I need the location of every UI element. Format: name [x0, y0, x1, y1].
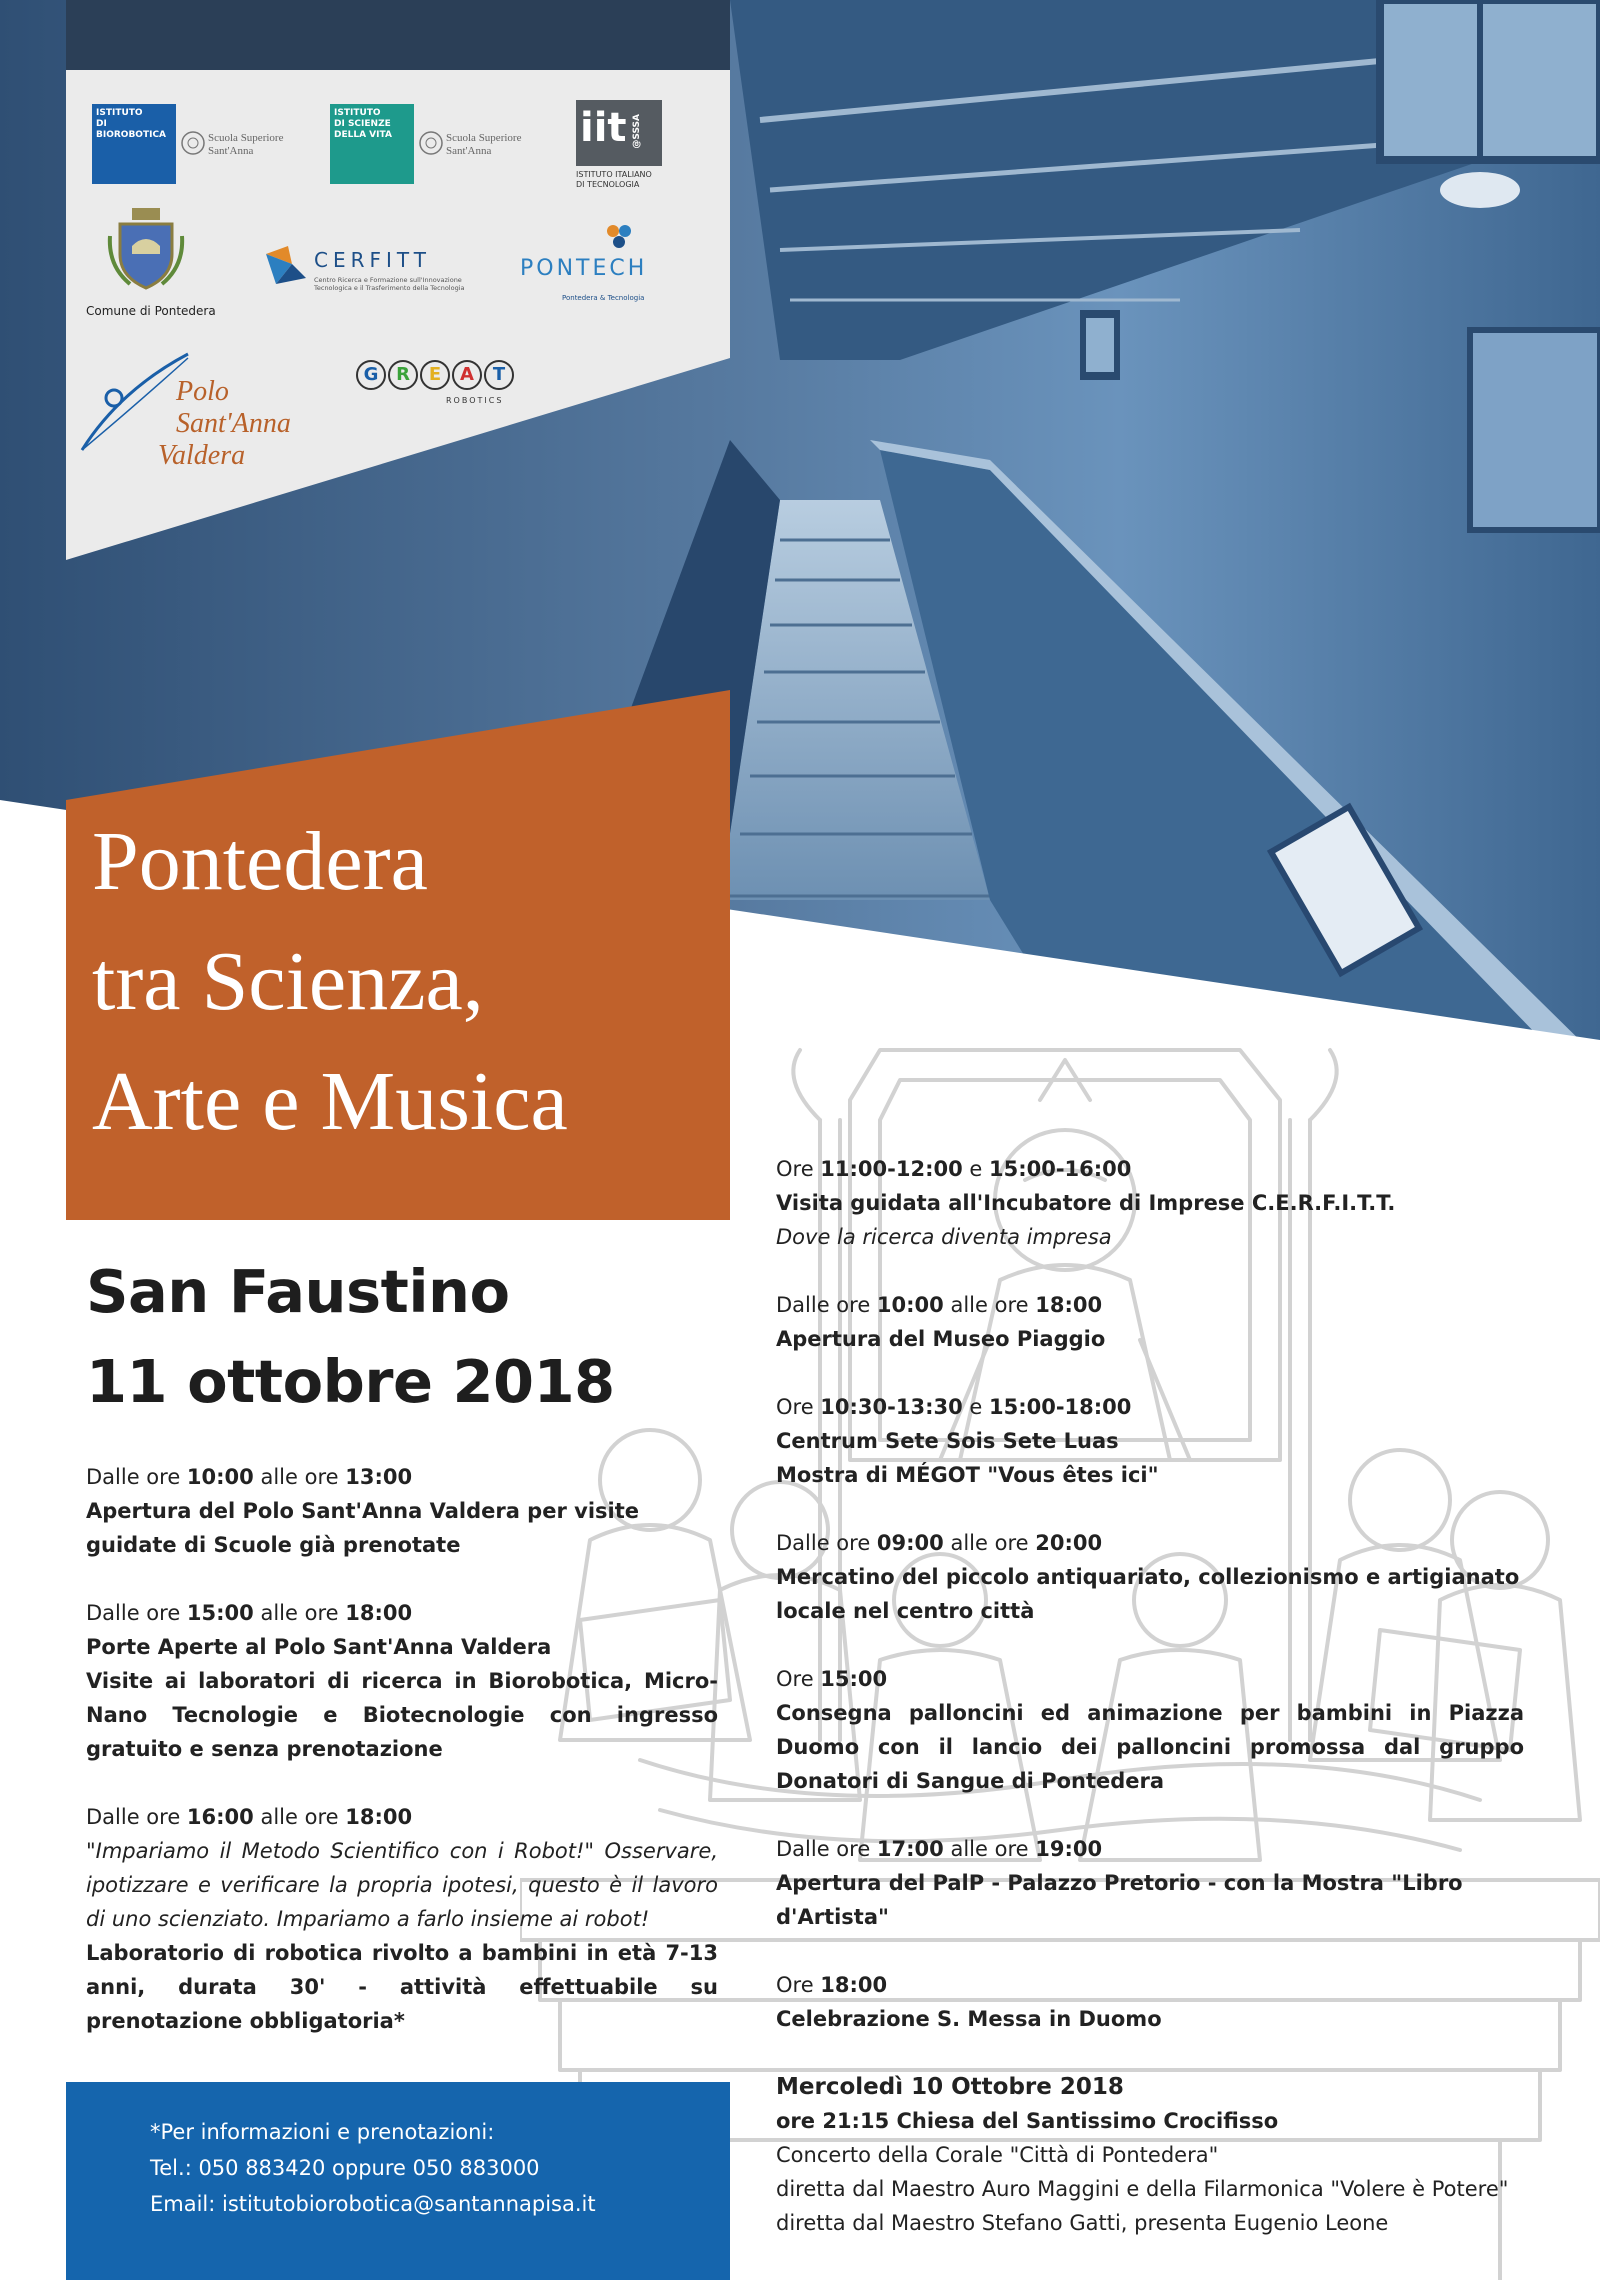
iit-caption-1: ISTITUTO ITALIANO — [576, 170, 652, 179]
left-event-2-time: Dalle ore 15:00 alle ore 18:00 — [86, 1601, 413, 1625]
right-event-2-desc: Apertura del Museo Piaggio — [776, 1327, 1106, 1351]
left-event-2-desc: Porte Aperte al Polo Sant'Anna Valdera — [86, 1635, 552, 1659]
comune-caption: Comune di Pontedera — [86, 304, 216, 318]
pontedera-coat-of-arms-icon — [106, 206, 186, 292]
left-event-1 — [86, 1460, 718, 1562]
right-event-5-time: Ore 15:00 — [776, 1667, 888, 1691]
scienze-vita-box-line-1: ISTITUTO — [334, 108, 381, 118]
right-event-3-desc: Centrum Sete Sois Sete Luas — [776, 1429, 1119, 1453]
right-event-6 — [776, 1832, 1524, 1934]
extra-event-date: Mercoledì 10 Ottobre 2018 — [776, 2074, 1124, 2100]
extra-event-line-2: diretta dal Maestro Auro Maggini e della Filarmonica "Volere è Potere" — [776, 2177, 1509, 2201]
right-event-7 — [776, 1968, 1524, 2036]
iit-mark: iit — [580, 105, 627, 151]
sssa-seal-icon — [418, 130, 444, 156]
left-event-2-desc-2: Visite ai laboratori di ricerca in Biorobotica, Micro-Nano Tecnologie e Biotecnologie con ingresso gratuito e senza prenotazione — [86, 1669, 718, 1761]
cerfitt-caption-1: Centro Ricerca e Formazione sull'Innovazione — [314, 276, 462, 284]
logo-comune — [86, 206, 216, 326]
scienze-vita-caption-1: Scuola Superiore — [446, 132, 522, 144]
extra-event-venue: ore 21:15 Chiesa del Santissimo Crocifisso — [776, 2109, 1279, 2133]
great-letter-r: R — [388, 360, 418, 390]
pontech-mark-icon — [604, 222, 634, 252]
polo-line-3: Valdera — [158, 440, 246, 471]
right-event-5-desc: Consegna palloncini ed animazione per bambini in Piazza Duomo con il lancio dei palloncini promossa dal gruppo Donatori di Sangue di Pontedera — [776, 1701, 1524, 1793]
logo-cerfitt — [262, 240, 502, 300]
scienze-vita-box-line-2: DI SCIENZE — [334, 119, 391, 129]
cerfitt-caption-2: Tecnologica e il Trasferimento della Tecnologia — [314, 284, 465, 292]
right-event-3-desc-2: Mostra di MÉGOT "Vous êtes ici" — [776, 1463, 1159, 1487]
title-line-2: tra Scienza, — [92, 935, 484, 1028]
title-line-1: Pontedera — [92, 815, 428, 908]
info-email[interactable]: Email: istitutobiorobotica@santannapisa.it — [150, 2192, 596, 2216]
pontech-name: PONTECH — [520, 256, 648, 281]
iit-mark-box — [576, 100, 662, 166]
left-event-1-time: Dalle ore 10:00 alle ore 13:00 — [86, 1465, 413, 1489]
extra-event — [776, 2070, 1524, 2240]
left-event-1-desc: Apertura del Polo Sant'Anna Valdera per visite guidate di Scuole già prenotate — [86, 1499, 639, 1557]
iit-caption-2: DI TECNOLOGIA — [576, 180, 640, 189]
event-place: San Faustino — [86, 1257, 510, 1326]
right-event-6-desc: Apertura del PalP - Palazzo Pretorio - con la Mostra "Libro d'Artista" — [776, 1871, 1463, 1929]
logo-pontech — [520, 222, 720, 312]
logo-scienze-vita — [330, 104, 520, 184]
right-event-1-time: Ore 11:00-12:00 e 15:00-16:00 — [776, 1157, 1132, 1181]
cerfitt-mark-icon — [262, 244, 308, 290]
right-event-3 — [776, 1390, 1524, 1492]
great-caption: ROBOTICS — [446, 396, 504, 405]
scienze-vita-caption-2: Sant'Anna — [446, 145, 492, 157]
right-event-1 — [776, 1152, 1524, 1254]
pontech-caption: Pontedera & Tecnologia — [562, 294, 645, 302]
cerfitt-name: CERFITT — [314, 248, 431, 272]
right-event-4-desc: Mercatino del piccolo antiquariato, collezionismo e artigianato locale nel centro città — [776, 1565, 1520, 1623]
logo-polo-santanna — [80, 350, 320, 490]
left-event-3-italic: "Impariamo il Metodo Scientifico con i Robot!" Osservare, ipotizzare e verificare la propria ipotesi, questo è il lavoro di uno scienziato. Impariamo a farlo insieme ai robot! — [86, 1839, 718, 1931]
great-letter-a: A — [452, 360, 482, 390]
info-box — [66, 2082, 730, 2280]
program-left-column — [86, 1460, 718, 2072]
event-date: 11 ottobre 2018 — [86, 1347, 615, 1416]
info-heading: *Per informazioni e prenotazioni: — [150, 2120, 495, 2144]
program-right-column — [776, 1152, 1524, 2274]
right-event-5 — [776, 1662, 1524, 1798]
right-event-1-italic: Dove la ricerca diventa impresa — [776, 1225, 1112, 1249]
great-letter-g: G — [356, 360, 386, 390]
right-event-2-time: Dalle ore 10:00 alle ore 18:00 — [776, 1293, 1103, 1317]
biorobotica-box-line-1: ISTITUTO — [96, 108, 143, 118]
logo-great-robotics — [356, 360, 556, 420]
left-event-3-desc: Laboratorio di robotica rivolto a bambini in età 7-13 anni, durata 30' - attività effettuabile su prenotazione obbligatoria* — [86, 1941, 718, 2033]
right-event-4-time: Dalle ore 09:00 alle ore 20:00 — [776, 1531, 1103, 1555]
right-event-7-desc: Celebrazione S. Messa in Duomo — [776, 2007, 1162, 2031]
logo-panel — [66, 0, 730, 560]
left-event-3 — [86, 1800, 718, 2038]
scienze-vita-box-line-3: DELLA VITA — [334, 130, 392, 140]
info-tel: Tel.: 050 883420 oppure 050 883000 — [150, 2156, 540, 2180]
right-event-7-time: Ore 18:00 — [776, 1973, 888, 1997]
extra-event-line-3: diretta dal Maestro Stefano Gatti, presenta Eugenio Leone — [776, 2211, 1389, 2235]
biorobotica-box — [92, 104, 176, 184]
polo-line-1: Polo — [176, 376, 229, 407]
biorobotica-caption-1: Scuola Superiore — [208, 132, 284, 144]
logo-iit — [570, 100, 700, 190]
right-event-4 — [776, 1526, 1524, 1628]
right-event-6-time: Dalle ore 17:00 alle ore 19:00 — [776, 1837, 1103, 1861]
biorobotica-box-line-2: DI BIOROBOTICA — [96, 119, 167, 140]
logo-biorobotica — [92, 104, 282, 184]
left-event-3-time: Dalle ore 16:00 alle ore 18:00 — [86, 1805, 413, 1829]
right-event-2 — [776, 1288, 1524, 1356]
title-line-3: Arte e Musica — [92, 1055, 568, 1148]
right-event-1-desc: Visita guidata all'Incubatore di Imprese C.E.R.F.I.T.T. — [776, 1191, 1396, 1215]
extra-event-line-1: Concerto della Corale "Città di Pontedera" — [776, 2143, 1219, 2167]
left-event-2 — [86, 1596, 718, 1766]
biorobotica-caption-2: Sant'Anna — [208, 145, 254, 157]
great-letter-e: E — [420, 360, 450, 390]
great-letter-t: T — [484, 360, 514, 390]
polo-line-2: Sant'Anna — [176, 408, 291, 439]
iit-tag: @SSSA — [632, 114, 642, 149]
sssa-seal-icon — [180, 130, 206, 156]
right-event-3-time: Ore 10:30-13:30 e 15:00-18:00 — [776, 1395, 1132, 1419]
scienze-vita-box — [330, 104, 414, 184]
